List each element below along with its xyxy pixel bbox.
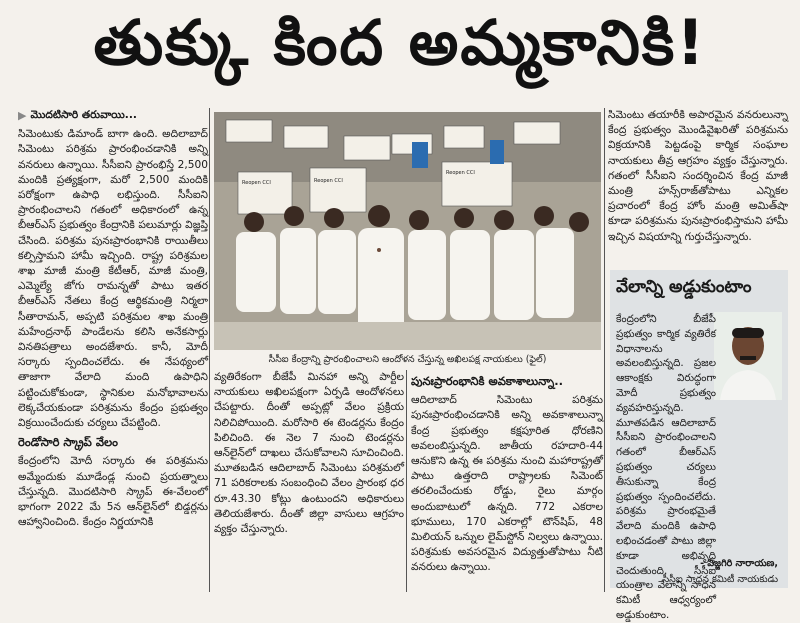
headline bbox=[0, 0, 800, 100]
column-divider bbox=[209, 108, 210, 592]
column-1-paragraph-1: సిమెంటుకు డిమాండ్ బాగా ఉంది. అదిలాబాద్ సిమెంటు పరిశ్రమ ప్రారంభించడానికి అన్ని వనరులు ఉన్నాయి. సీసీఐని ప్రారంభిస్తే 2,500 మందికి ప్రత్యక్షంగా, మరో 2,500 మందికి పరోక్షంగా ఉపాధి లభిస్తుంది. సీసీఐని ప్రారంభించాలని గతంలో అధికారంలో ఉన్న బీఆర్ఎస్ ప్రభుత్వం కేంద్రానికి పలుమార్లు విజ్ఞప్తి చేసింది. పరిశ్రమ పునఃప్రారంభానికి రాయితీలు కల్పిస్తామని హామీ ఇచ్చింది. రాష్ట్ర పరిశ్రమల శాఖ మాజీ మంత్రి కేటీఆర్, మాజీ మంత్రి, ఎమ్మెల్యే జోగు రామన్నతో పాటు ఇతర బీఆర్ఎస్ నేతలు కేంద్ర ఆర్థికమంత్రి నిర్మలా సీతారామన్, అప్పటి పరిశ్రమల శాఖ మంత్రి మహేంద్రనాథ్ పాండేలను కలిసి అనేకసార్లు వినతిపత్రాలు అందజేశారు. కానీ, మోదీ సర్కారు స్పందించలేదు. ఈ నేపథ్యంలో తాజాగా వేలాది మంది ఉపాధిని పట్టించుకోకుండా, స్థానికుల మనోభావాలను లెక్కచేయకుండా పరిశ్రమను కేంద్రం ప్రభుత్వం విక్రయించేందుకు చర్యలు చేపట్టింది. bbox=[18, 128, 208, 430]
photo-caption: సీసీఐ కేంద్రాన్ని ప్రారంభించాలని ఆందోళన చేస్తున్న అఖిలపక్ష నాయకులు (ఫైల్) bbox=[268, 354, 547, 365]
article-column-1 bbox=[18, 108, 208, 533]
placard-text: Reopen CCI bbox=[242, 180, 271, 186]
quote-box-title: వేలాన్ని అడ్డుకుంటాం bbox=[616, 277, 752, 297]
column-4-paragraph-1: సిమెంటు తయారీకి అపారమైన వనరులున్నా కేంద్ర ప్రభుత్వం మొండివైఖరితో పరిశ్రమను విక్రయానికి పెట్టడంపై కార్మిక సంఘాల నాయకులు తీవ్ర ఆగ్రహం వ్యక్తం చేస్తున్నారు. గతంలో సీసీఐని సందర్శించిన కేంద్ర మాజీ మంత్రి హన్స్‌రాజ్‌తోపాటు ఎన్నికల ప్రచారంలో కేంద్ర హోం మంత్రి అమిత్‌షా కూడా పరిశ్రమను పునఃప్రారంభిస్తామని హామీ ఇచ్చిన విషయాన్ని గుర్తుచేస్తున్నారు. bbox=[608, 109, 788, 243]
article-column-2 bbox=[214, 370, 404, 540]
placard-text: Reopen CCI bbox=[446, 170, 475, 176]
signature-role: సీసీఐ సాధన కమిటీ నాయకుడు bbox=[662, 574, 778, 585]
kicker-label: మొదటిసారి తరువాయి... bbox=[30, 109, 137, 121]
speaker-portrait bbox=[714, 312, 782, 400]
quote-text: కేంద్రంలోని బీజేపీ ప్రభుత్వం కార్మిక వ్యతిరేక విధానాలను అవలంబిస్తున్నది. ప్రజల ఆకాంక్షకు విరుద్ధంగా మోదీ ప్రభుత్వం వ్యవహరిస్తున్నది. మూతపడిన ఆదిలాబాద్ సీసీఐని ప్రారంభించాలని గతంలో బీఆర్ఎస్ ప్రభుత్వం చర్యలు తీసుకున్నా కేంద్ర ప్రభుత్వం స్పందించలేదు. పరిశ్రమ ప్రారంభమైతే వేలాది మందికి ఉపాధి లభించడంతో పాటు జిల్లా కూడా అభివృద్ధి చెందుతుంది. సీసీఐ యంత్రాల వేలాన్ని సాధన కమిటీ ఆధ్వర్యంలో అడ్డుకుంటాం. bbox=[616, 313, 716, 621]
column-divider bbox=[604, 108, 605, 592]
placard-text: Reopen CCI bbox=[314, 178, 343, 184]
continuation-kicker bbox=[18, 108, 208, 123]
signature-name: - విజ్జగిరి నారాయణ, bbox=[700, 558, 778, 569]
column-1-subheading: రెండోసారి స్క్రాప్ వేలం bbox=[18, 435, 118, 450]
column-3-subheading: పునఃప్రారంభానికి అవకాశాలున్నా.. bbox=[411, 374, 564, 388]
column-2-paragraph-1: వ్యతిరేకంగా బీజేపీ మినహా అన్ని పార్టీల నాయకులు అఖిలపక్షంగా ఏర్పడి ఆందోళనలు చేపట్టారు. దీంతో అప్పట్లో వేలం ప్రక్రియ నిలిచిపోయింది. మరోసారి ఈ టెండర్లను కేంద్రం పిలిచింది. ఈ నెల 7 నుంచి టెండర్లను ఆన్‌లైన్‌లో దాఖలు చేసుకోవాలని సూచించింది. మూతబడిన ఆదిలాబాద్ సిమెంటు పరిశ్రమలో 71 పరికరాలకు సంబంధించి వేలం ప్రారంభ ధర రూ.43.30 కోట్లు ఉంటుందని అధికారులు తెలియజేశారు. దీంతో జిల్లా వాసులు ఆగ్రహం వ్యక్తం చేస్తున్నారు. bbox=[214, 371, 404, 536]
column-1-paragraph-2: కేంద్రంలోని మోదీ సర్కారు ఈ పరిశ్రమను అమ్మేందుకు మూడేండ్ల నుంచి ప్రయత్నాలు చేస్తున్నది. మొదటిసారి స్క్రాప్ ఈ-వేలంలో భాగంగా 2022 మే 5న ఆన్‌లైన్‌లో బిడ్డర్లను ఆహ్వానించింది. కేంద్రం నిర్ణయానికి bbox=[18, 455, 208, 529]
quote-box bbox=[610, 270, 788, 621]
protest-photo bbox=[214, 112, 601, 350]
quote-signature bbox=[663, 556, 778, 588]
column-3-paragraph-1: ఆదిలాబాద్ సిమెంటు పరిశ్రమ పునఃప్రారంభించడానికి అన్ని అవకాశాలున్నా కేంద్ర ప్రభుత్వం కక్షపూరిత ధోరణిని అవలంబిస్తున్నది. జాతీయ రహదారి-44 ఆనుకొని ఉన్న ఈ పరిశ్రమ నుంచి మహారాష్ట్రతో పాటు ఉత్తరాది రాష్ట్రాలకు సిమెంట్ తరలించేందుకు రోడ్డు, రైలు మార్గం అందుబాటులో ఉన్నది. 772 ఎకరాల భూములు, 170 ఎకరాల్లో టౌన్‌షిప్, 48 మిలియన్ ఒన్నుల లైమ్‌స్టోన్ నిల్వలు ఉన్నాయి. పరిశ్రమకు అవసరమైన విద్యుత్తుతోపాటు నీటి వనరులు ఉన్నాయి. bbox=[411, 394, 603, 574]
article-column-3 bbox=[411, 370, 603, 579]
headline-text: తుక్కు కింద అమ్మకానికి! bbox=[93, 6, 707, 79]
column-divider bbox=[406, 370, 407, 592]
protest-illustration bbox=[214, 112, 601, 350]
chevron-right-icon: ▶ bbox=[18, 109, 27, 122]
article-column-4 bbox=[608, 108, 788, 248]
